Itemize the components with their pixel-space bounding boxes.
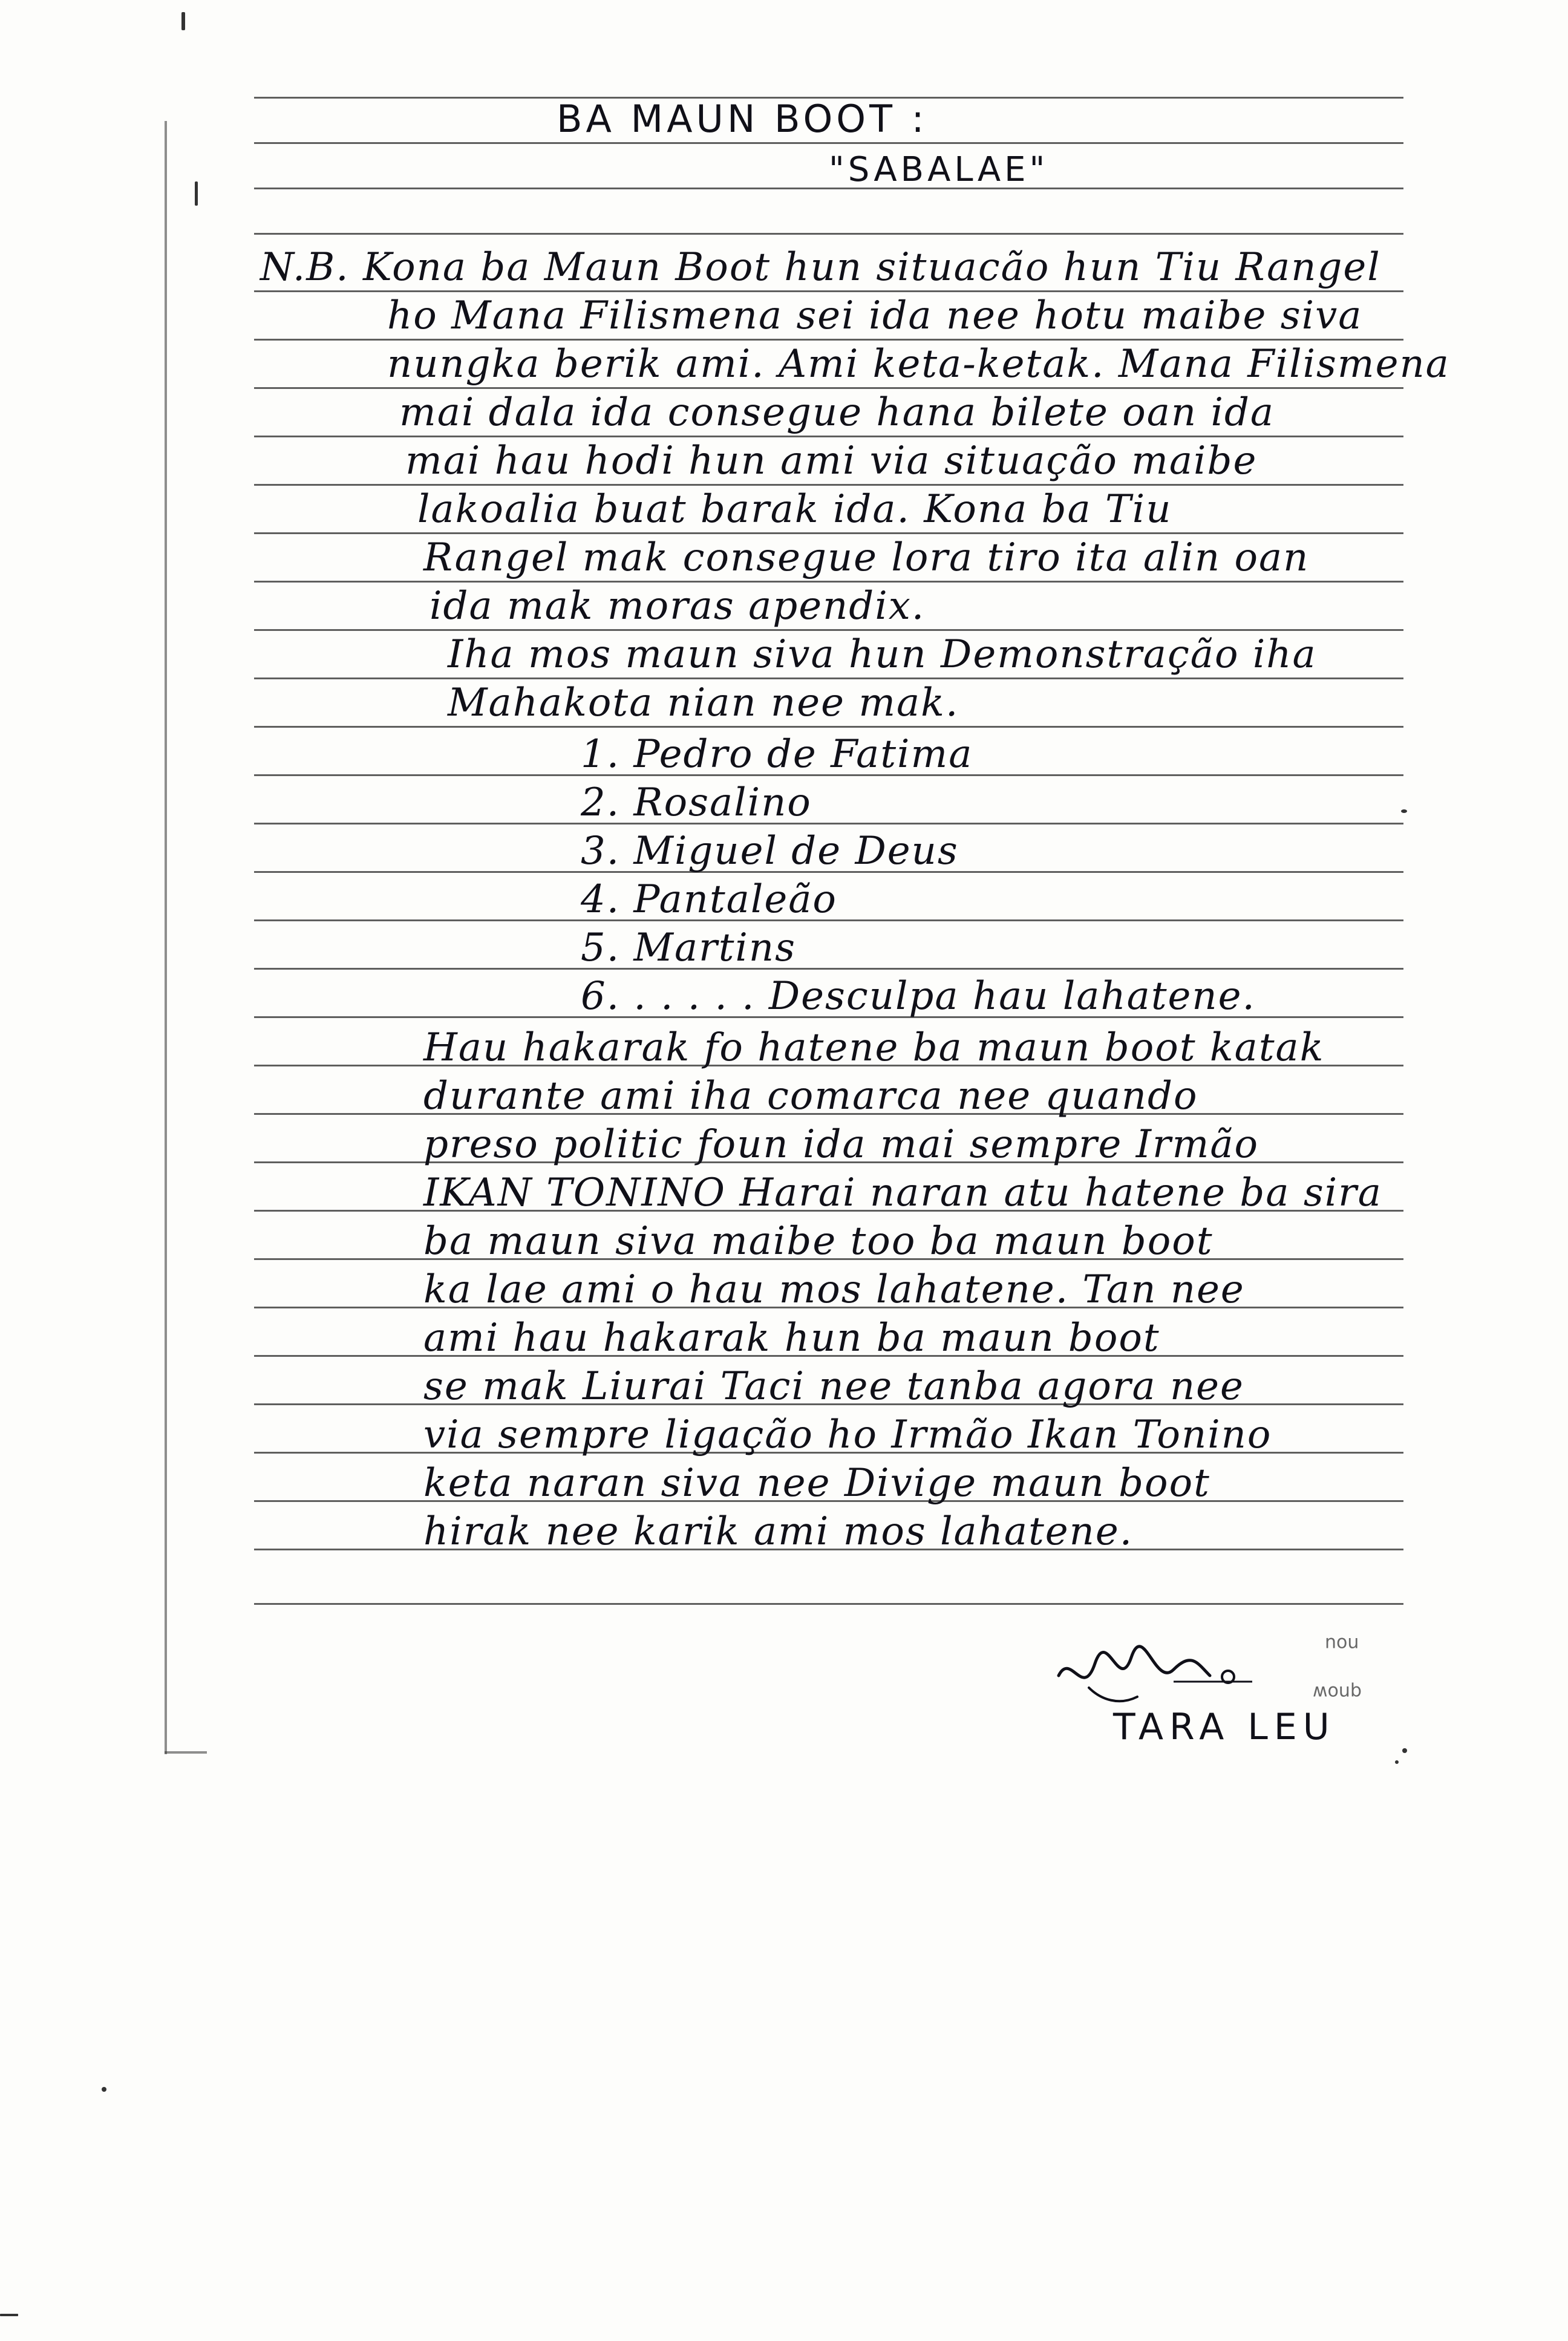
paragraph-2-line: ka lae ami o hau mos lahatene. Tan nee [423,1267,1245,1312]
paragraph-2-line: hirak nee karik ami mos lahatene. [423,1509,1134,1554]
paragraph-2-line: ami hau hakarak hun ba maun boot [423,1316,1160,1360]
paragraph-1-line: Mahakota nian nee mak. [448,681,959,725]
paragraph-1-line: nungka berik ami. Ami keta-ketak. Mana Filismena [387,342,1450,387]
paragraph-1-line: Iha mos maun siva hun Demonstração iha [448,632,1317,677]
paragraph-1-line: N.B. Kona ba Maun Boot hun situacão hun Tiu Rangel [260,245,1381,290]
paragraph-2-line: se mak Liurai Taci nee tanba agora nee [423,1364,1244,1409]
bleed-through-text: nou [1325,1633,1359,1654]
paragraph-2-line: ba maun siva maibe too ba maun boot [423,1219,1214,1264]
paragraph-1-line: lakoalia buat barak ida. Kona ba Tiu [417,487,1172,532]
name-list-item: 1. Pedro de Fatima [581,732,973,777]
letter-title: BA MAUN BOOT : [557,97,928,141]
paragraph-1-line: mai dala ida consegue hana bilete oan ida [399,390,1275,435]
name-list-item: 4. Pantaleão [581,877,837,922]
paragraph-2-line: keta naran siva nee Divige maun boot [423,1461,1210,1506]
paragraph-2-line: IKAN TONINO Harai naran atu hatene ba sira [423,1170,1382,1215]
paragraph-1-line: ida mak moras apendix. [430,584,926,629]
signer-name: TARA LEU [1113,1706,1336,1748]
name-list-item: 2. Rosalino [581,780,812,825]
name-list-item: 3. Miguel de Deus [581,829,959,873]
signature-scribble [1053,1639,1258,1712]
paragraph-2-line: Hau hakarak fo hatene ba maun boot katak [423,1025,1325,1070]
paragraph-2-line: preso politic foun ida mai sempre Irmão [423,1122,1259,1167]
paragraph-2-line: durante ami iha comarca nee quando [423,1074,1198,1118]
paragraph-1-line: Rangel mak consegue lora tiro ita alin oan [423,535,1310,580]
paragraph-1-line: mai hau hodi hun ami via situação maibe [405,439,1258,483]
name-list-item: 6. . . . . . Desculpa hau lahatene. [581,974,1256,1019]
letter-subtitle: "SABALAE" [829,150,1049,189]
paragraph-2-line: via sempre ligação ho Irmão Ikan Tonino [423,1412,1272,1457]
paragraph-1-line: ho Mana Filismena sei ida nee hotu maibe siva [387,293,1363,338]
bleed-through-text: qnow [1313,1682,1362,1703]
name-list-item: 5. Martins [581,926,796,970]
